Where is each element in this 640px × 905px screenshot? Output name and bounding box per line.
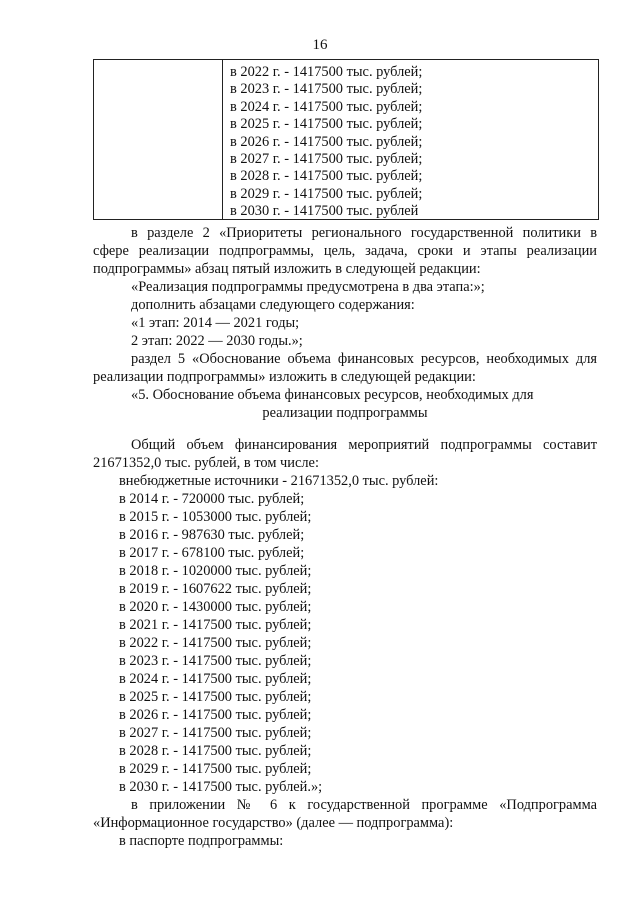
table-row: в 2029 г. - 1417500 тыс. рублей; [230,185,423,202]
year-list-item: в 2026 г. - 1417500 тыс. рублей; [119,707,312,723]
funding-table [93,59,599,220]
year-list-item: в 2014 г. - 720000 тыс. рублей; [119,491,305,507]
table-row: в 2030 г. - 1417500 тыс. рублей [230,203,419,220]
total-line-1: Общий объем финансирования мероприятий подпрограммы составит [131,437,597,453]
year-list-item: в 2027 г. - 1417500 тыс. рублей; [119,725,312,741]
year-list-item: в 2030 г. - 1417500 тыс. рублей.»; [119,779,323,795]
year-list-item: в 2019 г. - 1607622 тыс. рублей; [119,581,312,597]
quote-stages: «Реализация подпрограммы предусмотрена в два этапа:»; [131,279,485,295]
total-line-2: 21671352,0 тыс. рублей, в том числе: [93,455,319,471]
extrabudget-sources: внебюджетные источники - 21671352,0 тыс. рублей: [119,473,439,489]
year-list-item: в 2015 г. - 1053000 тыс. рублей; [119,509,312,525]
stage-2: 2 этап: 2022 — 2030 годы.»; [131,333,303,349]
table-row: в 2022 г. - 1417500 тыс. рублей; [230,64,423,80]
year-list-item: в 2020 г. - 1430000 тыс. рублей; [119,599,312,615]
year-list-item: в 2022 г. - 1417500 тыс. рублей; [119,635,312,651]
year-list-item: в 2025 г. - 1417500 тыс. рублей; [119,689,312,705]
table-row: в 2025 г. - 1417500 тыс. рублей; [230,116,423,133]
table-row: в 2028 г. - 1417500 тыс. рублей; [230,168,423,185]
section2-line-3: подпрограммы» абзац пятый изложить в следующей редакции: [93,261,481,277]
table-row: в 2027 г. - 1417500 тыс. рублей; [230,151,423,168]
add-paragraphs: дополнить абзацами следующего содержания: [131,297,415,313]
table-row: в 2026 г. - 1417500 тыс. рублей; [230,133,423,150]
appendix6-line-2: «Информационное государство» (далее — подпрограмма): [93,815,454,831]
year-list-item: в 2021 г. - 1417500 тыс. рублей; [119,617,312,633]
section5-line-1: раздел 5 «Обоснование объема финансовых ресурсов, необходимых для [131,351,597,367]
table-row: в 2023 г. - 1417500 тыс. рублей; [230,81,423,98]
stage-1: «1 этап: 2014 — 2021 годы; [131,315,300,331]
appendix6-line-1: в приложении № 6 к государственной программе «Подпрограмма [131,797,597,813]
heading-line-2: реализации подпрограммы [262,405,428,421]
year-list-item: в 2029 г. - 1417500 тыс. рублей; [119,761,312,777]
table-column-divider [222,60,223,219]
year-list-item: в 2016 г. - 987630 тыс. рублей; [119,527,305,543]
heading-line-1: «5. Обоснование объема финансовых ресурсов, необходимых для [131,387,534,403]
table-row: в 2024 г. - 1417500 тыс. рублей; [230,98,423,115]
section5-line-2: реализации подпрограммы» изложить в следующей редакции: [93,369,476,385]
passport-line: в паспорте подпрограммы: [119,833,284,849]
year-list-item: в 2018 г. - 1020000 тыс. рублей; [119,563,312,579]
year-list-item: в 2017 г. - 678100 тыс. рублей; [119,545,305,561]
section2-line-1: в разделе 2 «Приоритеты регионального государственной политики в [131,225,597,241]
year-list-item: в 2024 г. - 1417500 тыс. рублей; [119,671,312,687]
page-number: 16 [312,37,328,53]
table-values-cell [230,64,422,221]
year-list-item: в 2028 г. - 1417500 тыс. рублей; [119,743,312,759]
year-list-item: в 2023 г. - 1417500 тыс. рублей; [119,653,312,669]
section2-line-2: сфере реализации подпрограммы, цель, задача, сроки и этапы реализации [93,243,597,259]
